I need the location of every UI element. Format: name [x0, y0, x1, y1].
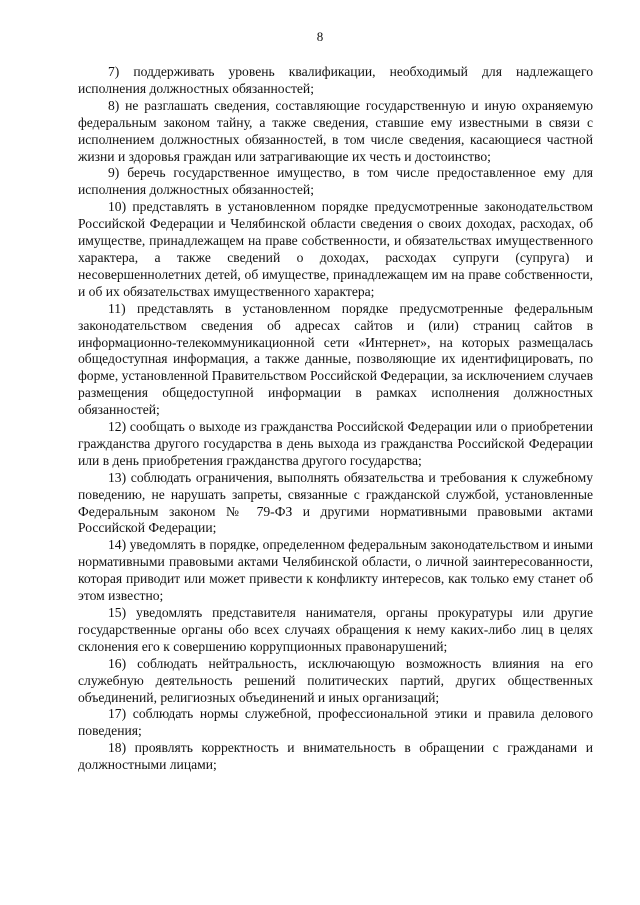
paragraph-item-8: 8) не разглашать сведения, составляющие государственную и иную охраняемую федеральным законом тайну, а также сведения, ставшие ему известными в связи с исполнением должностных обязанностей, в том числе сведения, касающиеся частной жизни и здоровья граждан или затрагивающие их честь и достоинство; — [78, 97, 593, 164]
paragraph-item-11: 11) представлять в установленном порядке предусмотренные федеральным законодательством сведения об адресах сайтов и (или) страниц сайтов в информационно-телекоммуникационной сети «Интернет», на которых размещалась общедоступная информация, а также данные, позволяющие их идентифицировать, по форме, установленной Правительством Российской Федерации, за исключением случаев размещения общедоступной информации в рамках исполнения должностных обязанностей; — [78, 300, 593, 418]
paragraph-item-17: 17) соблюдать нормы служебной, профессиональной этики и правила делового поведения; — [78, 706, 593, 739]
paragraph-item-13: 13) соблюдать ограничения, выполнять обязательства и требования к служебному поведению, не нарушать запреты, связанные с гражданской службой, установленные Федеральным законом № 79-ФЗ и другими нормативными правовыми актами Российской Федерации; — [78, 469, 593, 536]
document-body — [78, 64, 593, 774]
page-number: 8 — [316, 29, 324, 44]
paragraph-item-16: 16) соблюдать нейтральность, исключающую возможность влияния на его служебную деятельность решений политических партий, других общественных объединений, религиозных объединений и иных организаций; — [78, 655, 593, 705]
paragraph-item-10: 10) представлять в установленном порядке предусмотренные законодательством Российской Федерации и Челябинской области сведения о своих доходах, расходах, об имуществе, принадлежащем на праве собственности, и обязательствах имущественного характера, а также сведений о доходах, расходах супруги (супруга) и несовершеннолетних детей, об имуществе, принадлежащем им на праве собственности, и об их обязательствах имущественного характера; — [78, 199, 593, 299]
paragraph-item-7: 7) поддерживать уровень квалификации, необходимый для надлежащего исполнения должностных обязанностей; — [78, 64, 593, 96]
paragraph-item-9: 9) беречь государственное имущество, в том числе предоставленное ему для исполнения должностных обязанностей; — [78, 165, 593, 198]
paragraph-item-18: 18) проявлять корректность и внимательность в обращении с гражданами и должностными лицами; — [78, 740, 593, 773]
paragraph-item-14: 14) уведомлять в порядке, определенном федеральным законодательством и иными нормативными правовыми актами Челябинской области, о личной заинтересованности, которая приводит или может привести к конфликту интересов, как только ему станет об этом известно; — [78, 537, 593, 604]
paragraph-item-12: 12) сообщать о выходе из гражданства Российской Федерации или о приобретении гражданства другого государства в день выхода из гражданства Российской Федерации или в день приобретения гражданства другого государства; — [78, 419, 593, 468]
paragraph-item-15: 15) уведомлять представителя нанимателя, органы прокуратуры или другие государственные органы обо всех случаях обращения к нему каких-либо лиц в целях склонения его к совершению коррупционных правонарушений; — [78, 605, 593, 654]
